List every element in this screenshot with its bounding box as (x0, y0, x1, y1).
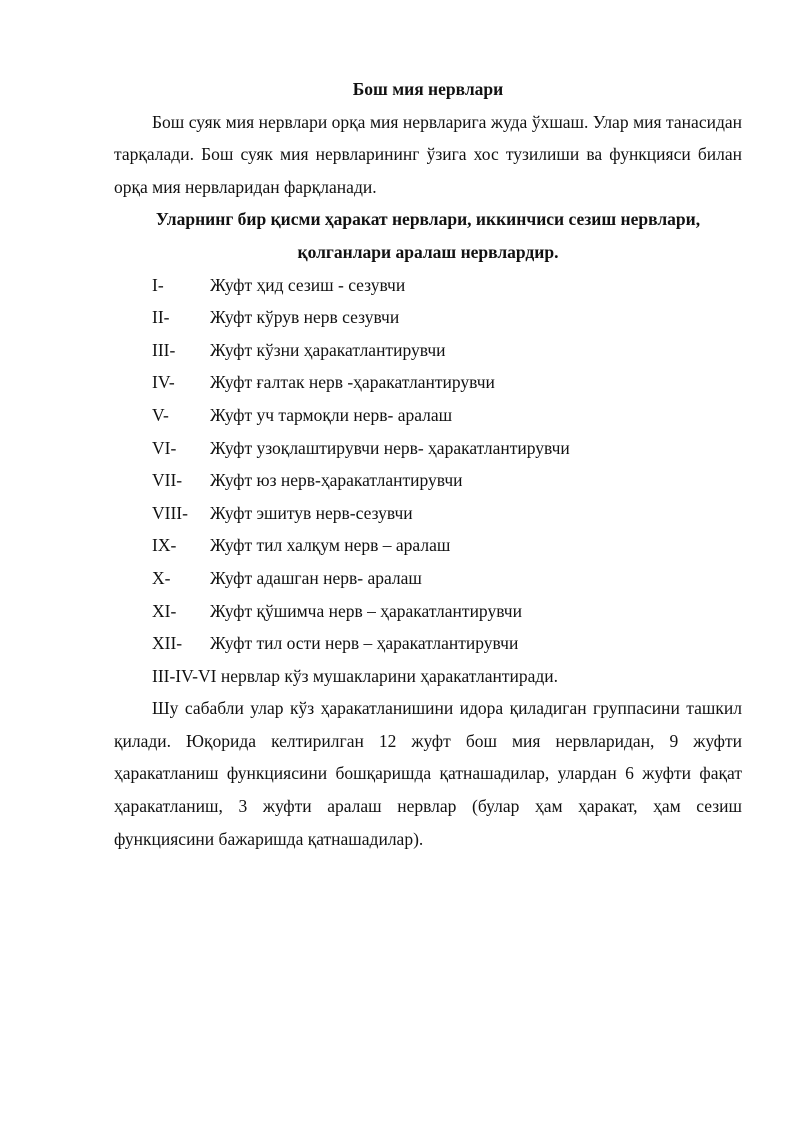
list-item (114, 334, 742, 367)
list-item (114, 464, 742, 497)
list-item (114, 366, 742, 399)
nerve-number: VIII- (152, 502, 188, 523)
nerve-description: Жуфт адашган нерв- аралаш (210, 567, 422, 588)
list-item (114, 432, 742, 465)
list-item (114, 399, 742, 432)
nerve-description: Жуфт ғалтак нерв -ҳаракатлантирувчи (210, 372, 495, 393)
subtitle-line-1: Уларнинг бир қисми ҳаракат нервлари, иккинчиси сезиш нервлари, (155, 209, 701, 230)
nerve-number: X- (152, 567, 171, 588)
nerve-description: Жуфт узоқлаштирувчи нерв- ҳаракатлантирувчи (210, 437, 570, 458)
nerve-description: Жуфт кўрув нерв сезувчи (210, 307, 400, 328)
nerve-description: Жуфт тил ости нерв – ҳаракатлантирувчи (210, 633, 519, 654)
nerve-description: Жуфт эшитув нерв-сезувчи (210, 502, 413, 523)
nerve-description: Жуфт кўзни ҳаракатлантирувчи (210, 339, 446, 360)
list-item (114, 301, 742, 334)
list-item (114, 269, 742, 302)
nerve-number: IV- (152, 372, 175, 393)
nerve-list (114, 269, 742, 660)
document-page (114, 73, 742, 855)
list-item (114, 562, 742, 595)
list-item (114, 497, 742, 530)
conclusion-paragraph: Шу сабабли улар кўз ҳаракатланишини идора қиладиган группасини ташкил қилади. Юқорида келтирилган 12 жуфт бош мия нервларидан, 9 жуфти ҳаракатланиш функциясини бошқаришда қатнашадилар, улардан 6 жуфти фақат ҳаракатланиш, 3 жуфти аралаш нервлар (булар ҳам ҳаракат, ҳам сезиш функциясини бажаришда қатнашадилар). (114, 698, 742, 849)
nerve-number: V- (152, 404, 169, 425)
nerve-number: III- (152, 339, 176, 360)
nerve-number: VI- (152, 437, 177, 458)
list-item (114, 529, 742, 562)
nerve-description: Жуфт қўшимча нерв – ҳаракатлантирувчи (210, 600, 522, 621)
subtitle-line-2: қолганлари аралаш нервлардир. (297, 241, 559, 262)
nerve-number: XI- (152, 600, 177, 621)
nerve-number: I- (152, 274, 164, 295)
list-item (114, 595, 742, 628)
nerve-number: XII- (152, 633, 183, 654)
nerve-description: Жуфт юз нерв-ҳаракатлантирувчи (210, 470, 463, 491)
nerve-number: VII- (152, 470, 183, 491)
list-item (114, 627, 742, 660)
document-title: Бош мия нервлари (352, 79, 504, 99)
nerve-description: Жуфт ҳид сезиш - сезувчи (210, 274, 406, 295)
eye-nerves-note: III-IV-VI нервлар кўз мушакларини ҳаракатлантиради. (152, 665, 559, 686)
nerve-description: Жуфт уч тармоқли нерв- аралаш (210, 404, 453, 425)
nerve-number: IX- (152, 535, 177, 556)
intro-paragraph: Бош суяк мия нервлари орқа мия нервларига жуда ўхшаш. Улар мия танасидан тарқалади. Бош суяк мия нервларининг ўзига хос тузилиши ва функцияси билан орқа мия нервларидан фарқланади. (114, 111, 742, 197)
nerve-description: Жуфт тил халқум нерв – аралаш (210, 535, 451, 556)
nerve-number: II- (152, 307, 170, 328)
